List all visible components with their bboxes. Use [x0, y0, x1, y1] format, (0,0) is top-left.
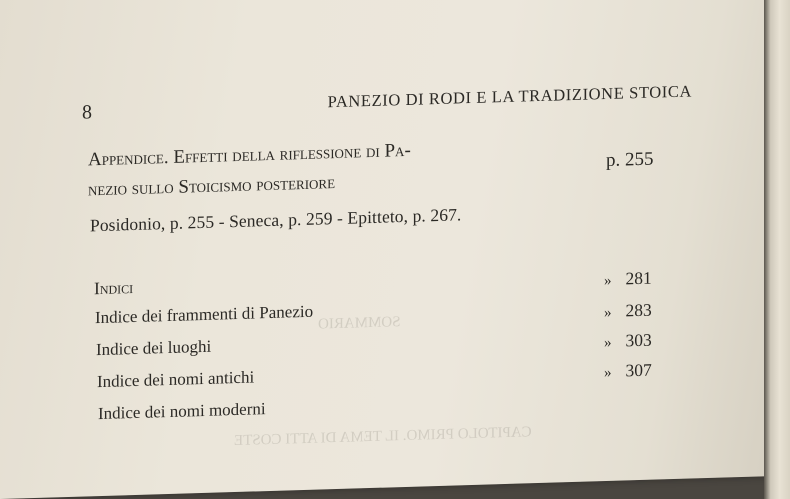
- toc-entry-page: 281: [625, 267, 652, 289]
- page-number: 8: [82, 101, 92, 124]
- ditto-mark: »: [604, 272, 612, 290]
- ditto-mark: »: [604, 364, 612, 382]
- running-title: PANEZIO DI RODI E LA TRADIZIONE STOICA: [327, 81, 692, 112]
- bleed-through-text: SOMMARIO: [318, 314, 401, 333]
- appendix-title: [88, 131, 588, 206]
- toc-entry-page-ref: [604, 268, 652, 290]
- ditto-mark: »: [604, 304, 612, 322]
- bleed-through-text: CAPITOLO PRIMO. IL TEMA DI ATTI COSTE: [234, 424, 532, 450]
- toc-entry-label: Indice dei frammenti di Panezio: [95, 301, 314, 328]
- toc-entry-label: Indice dei luoghi: [96, 336, 212, 360]
- appendix-subsections: Posidonio, p. 255 - Seneca, p. 259 - Epitteto, p. 267.: [90, 204, 462, 236]
- toc-entry-page: 307: [625, 359, 652, 381]
- toc-entry-page-ref: [604, 360, 652, 382]
- appendix-title-line1: Appendice. Effetti della riflessione di Pa-: [88, 139, 411, 171]
- toc-entry-page: 303: [625, 329, 652, 351]
- indici-title: Indici: [94, 277, 134, 299]
- next-page-edge: [764, 0, 790, 499]
- appendix-title-line2: nezio sullo Stoicismo posteriore: [88, 172, 336, 201]
- page-header: [82, 83, 692, 125]
- toc-entry-page-ref: [604, 300, 652, 322]
- toc-entry-page: 283: [625, 299, 652, 321]
- appendix-page-ref: p. 255: [606, 148, 654, 172]
- ditto-mark: »: [604, 334, 612, 352]
- toc-entry-label: Indice dei nomi moderni: [98, 399, 266, 424]
- toc-entry-label: Indice dei nomi antichi: [97, 367, 255, 392]
- toc-entry-page-ref: [604, 330, 652, 352]
